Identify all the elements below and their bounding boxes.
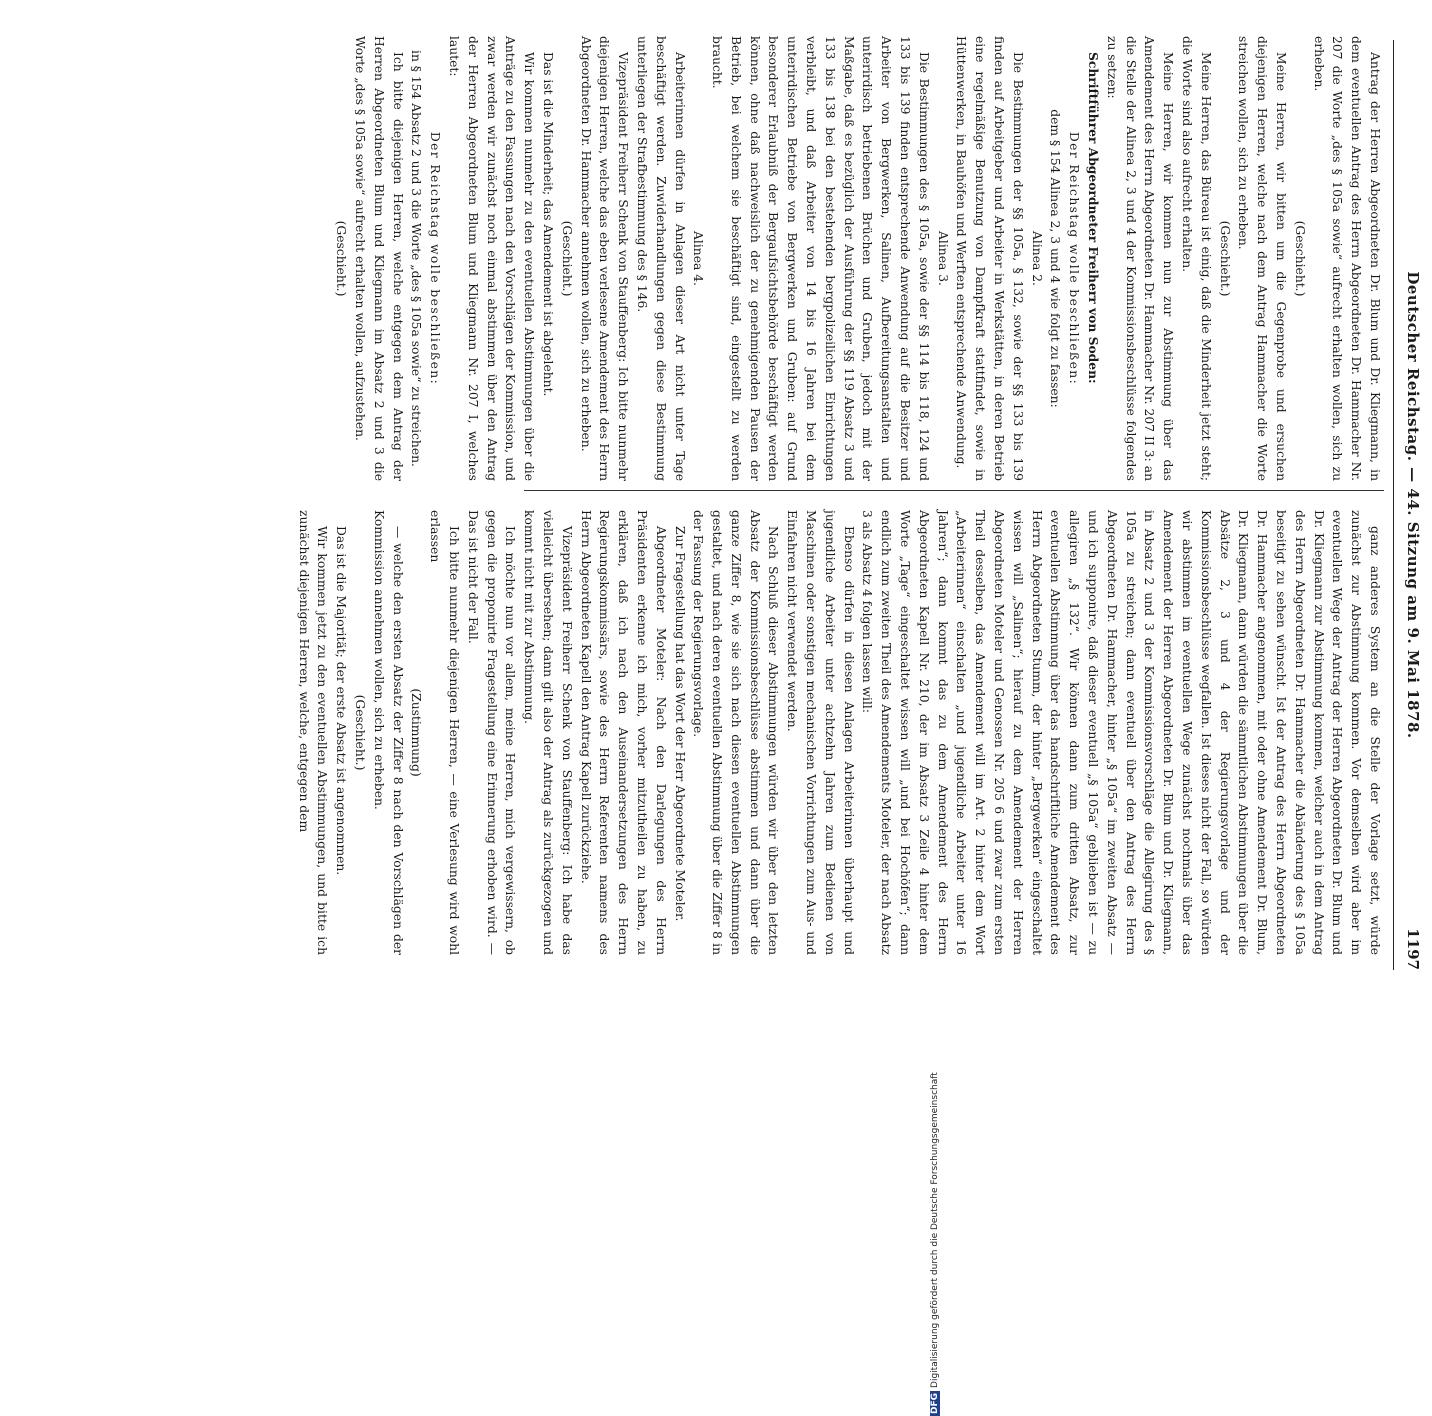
page-number: 1197 — [1404, 928, 1422, 970]
paragraph: Ich bitte diejenigen Herren, welche entgegen dem Antrag der Herren Abgeordneten Blum und Kliegmann im Absatz 2 und 3 die Worte „des § 105a sowie“ aufrecht erhalten wollen, aufzustehen. — [352, 36, 405, 481]
motion-line: dem § 154 Alinea 2, 3 und 4 wie folgt zu fassen: — [1048, 109, 1063, 408]
credit-text: Digitalisierung gefördert durch die Deutsche Forschungsgemeinschaft — [930, 1072, 940, 1388]
paragraph: Ich bitte nunmehr diejenigen Herren, — eine Verlesung wird wohl erlassen — [428, 510, 461, 955]
stage-direction: (Zustimmung) — [409, 688, 424, 777]
running-header — [1393, 40, 1432, 970]
paragraph: Abgeordneter Moteler: Nach den Darlegungen des Herrn Präsidenten erkenne ich mich, vorher mitzutheilen zu haben, zu erklären, daß ich nach den Auseinandersetzungen des Herrn Regierungskommissärs, sowie des Herrn Referenten namens des Herrn Abgeordneten Kapell den Antrag Kapell zurückziehe. — [578, 510, 668, 955]
subheading: Alinea 4. — [691, 231, 706, 286]
paragraph: Die Bestimmungen der §§ 105a, § 132, sowie der §§ 133 bis 139 finden auf Arbeitgeber und Arbeiter in Werkstätten, in deren Betrieb eine regelmäßige Benutzung von Dampfkraft stattfindet, sowie in Hüttenwerken, in Bauhöfen und Werften entsprechende Anwendung. — [954, 36, 1025, 481]
paragraph: — welche den ersten Absatz der Ziffer 8 nach den Vorschlägen der Kommission annehmen wollen, sich zu erheben. — [371, 510, 405, 955]
motion-line: in § 154 Absatz 2 und 3 die Worte „des § 105a sowie“ zu streichen. — [409, 50, 424, 467]
paragraph: Das ist die Majorität; der erste Absatz ist angenommen. — [334, 526, 349, 876]
paragraph: Antrag der Herren Abgeordneten Dr. Blum und Dr. Kliegmann, in dem eventuellen Antrag des Herrn Abgeordneten Dr. Hammacher Nr. 207 die Worte „des § 105a sowie“ aufrecht erhalten wollen, sich zu erheben. — [1311, 36, 1382, 481]
paragraph: Meine Herren, das Büreau ist einig, daß die Minderheit jetzt steht; die Worte sind also aufrecht erhalten. — [1180, 36, 1213, 481]
paragraph: Meine Herren, wir kommen nun zur Abstimmung über das Amendement des Herrn Abgeordneten Dr. Hammacher Nr. 207 II 3: an die Stelle der Alinea 2, 3 und 4 der Kommissionsbeschlüsse folgendes zu setzen: — [1104, 36, 1176, 481]
paragraph: Vizepräsident Freiherr Schenk von Stauffenberg: Ich habe das vielleicht übersehen; dann gilt also der Antrag als zurückgezogen und kommt nicht mit zur Abstimmung. — [522, 510, 574, 955]
motion-line: Der Reichstag wolle beschließen: — [1067, 131, 1082, 386]
paragraph: ganz anderes System an die Stelle der Vorlage setzt, würde zunächst zur Abstimmung kommen. Vor demselben wird aber im eventuellen Wege der Antrag der Herren Abgeordneten Dr. Blum und Dr. Kliegmann zur Abstimmung kommen, welcher auch in dem Antrag des Herrn Abgeordneten Dr. Hammacher die Abänderung des § 105a beseitigt zu sehen wünscht. Ist der Antrag des Herrn Abgeordneten Dr. Hammacher angenommen, mit oder ohne Amendement Dr. Blum, Dr. Kliegmann, dann würden die sämmtlichen Abstimmungen über die Absätze 2, 3 und 4 der Regierungsvorlage und der Kommissionsbeschlüsse wegfallen. Ist dieses nicht der Fall, so würden wir abstimmen im eventuellen Wege zunächst nochmals über das Amendement der Herren Abgeordneten Dr. Blum und Dr. Kliegmann, in Absatz 2 und 3 der Kommissionsvorschläge die Allegirung des § 105a zu streichen; dann eventuell über den Antrag des Herrn Abgeordneten Dr. Hammacher, hinter „§ 105a“ im zweiten Absatz — und ich supponire, daß dieser eventuell „§ 105a“ geblieben ist — zu allegiren „§ 132“. Wir können dann zum dritten Absatz, zur eventuellen Abstimmung über das handschriftliche Amendement des Herrn Abgeordneten Stumm, der hinter „Bergwerken“ eingeschaltet wissen will „Salinen“; hierauf zu dem Amendement der Herren Abgeordneten Moteler und Genossen Nr. 205 6 und zwar zum ersten Theil desselben, das Amendement will im Art. 2 hinter dem Wort „Arbeiterinnen“ einschalten „und jugendliche Arbeiter unter 16 Jahren“; dann kommt das zu dem Amendement des Herrn Abgeordneten Kapell Nr. 210, der im Absatz 3 Zeile 4 hinter dem Worte „Tage“ eingeschaltet wissen will „und bei Hochöfen“; dann endlich zum zweiten Theil des Amendements Moteler, der nach Absatz 3 als Absatz 4 folgen lassen will: — [860, 510, 1382, 955]
speaker: Schriftführer Abgeordneter Freiherr von Soden: — [1086, 52, 1102, 384]
paragraph: Nach Schluß dieser Abstimmungen würden wir über den letzten Absatz der Kommissionsbeschlüsse abstimmen und dann über die ganze Ziffer 8, wie sie sich nach diesen eventuellen Abstimmungen gestaltet, und nach deren eventuellen Abstimmung über die Ziffer 8 in der Fassung der Regierungsvorlage. — [691, 510, 781, 955]
right-column — [294, 510, 1384, 955]
dfg-logo: DFG — [930, 1392, 940, 1414]
paragraph: Vizepräsident Freiherr Schenk von Stauffenberg: Ich bitte nunmehr diejenigen Herren, welche das eben verlesene Amendement des Herrn Abgeordneten Dr. Hammacher annehmen wollen, sich zu erheben. — [578, 36, 631, 481]
paragraph: Die Bestimmungen des § 105a, sowie der §§ 114 bis 118, 124 und 133 bis 139 finden entsprechende Anwendung auf die Besitzer und Arbeiter von Bergwerken, Salinen, Aufbereitungsanstalten und unterirdisch betriebenen Brüchen und Gruben, jedoch mit der Maßgabe, daß es bezüglich der Ausführung der §§ 119 Absatz 3 und 133 bis 138 bei den bestehenden bergpolizeilichen Einrichtungen verbleibt, und daß Arbeiter von 14 bis 16 Jahren bei dem unterirdischen Betriebe von Bergwerken und Gruben: auf Grund besonderer Erlaubniß der Bergaufsichtsbehörde beschäftigt werden können, ohne daß nachweislich der zu genehmigenden Pausen der Betrieb, bei welchem sie beschäftigt sind, eingestellt zu werden braucht. — [710, 36, 931, 481]
stage-direction: (Geschieht.) — [1217, 220, 1232, 297]
paragraph: Zur Fragestellung hat das Wort der Herr Abgeordnete Moteler. — [672, 526, 687, 922]
paragraph: Wir kommen jetzt zu den eventuellen Abstimmungen, und bitte ich zunächst diejenigen Herren, welche, entgegen dem — [296, 510, 330, 955]
left-column — [331, 36, 1384, 481]
paragraph: Das ist die Minderheit; das Amendement ist abgelehnt. — [540, 52, 555, 397]
header-title: Deutscher Reichstag. — 44. Sitzung am 9. Mai 1878. — [1404, 271, 1422, 739]
stage-direction: (Geschieht.) — [352, 694, 367, 771]
digitization-credit — [930, 1072, 940, 1416]
paragraph: Wir kommen nunmehr zu den eventuellen Abstimmungen über die Anträge zu den Fassungen nach den Vorschlägen der Kommission, und zwar werden wir zunächst noch einmal abstimmen über den Antrag der Herren Abgeordneten Blum und Kliegmann Nr. 207 I, welches lautet: — [446, 36, 537, 481]
subheading: Alinea 3. — [935, 231, 950, 286]
paragraph: Meine Herren, wir bitten um die Gegenprobe und ersuchen diejenigen Herren, welche nach dem Antrag Hammacher die Worte streichen wollen, sich zu erheben. — [1236, 36, 1289, 481]
paragraph: Ich möchte nun vor allem, meine Herren, mich vergewissern, ob gegen die proponirte Fragestellung eine Erinnerung erhoben wird. — Das ist nicht der Fall. — [465, 510, 518, 955]
quoted-amendment: Ebenso dürfen in diesen Anlagen Arbeiterinnen überhaupt und jugendliche Arbeiter unter achtzehn Jahren zum Bedienen von Maschinen oder sonstigen mechanischen Vorrichtungen zum Aus- und Einfahren nicht verwendet werden. — [785, 510, 856, 955]
paragraph: Arbeiterinnen dürfen in Anlagen dieser Art nicht unter Tage beschäftigt werden. Zuwiderhandlungen gegen diese Bestimmung unterliegen der Strafbestimmung des § 146. — [634, 36, 687, 481]
subheading: Alinea 2. — [1029, 231, 1044, 286]
stage-direction: (Geschieht.) — [559, 220, 574, 297]
column-divider — [524, 490, 1384, 491]
stage-direction: (Geschieht.) — [334, 220, 349, 297]
motion-line: Der Reichstag wolle beschließen: — [428, 131, 443, 386]
stage-direction: (Geschieht.) — [1292, 220, 1307, 297]
